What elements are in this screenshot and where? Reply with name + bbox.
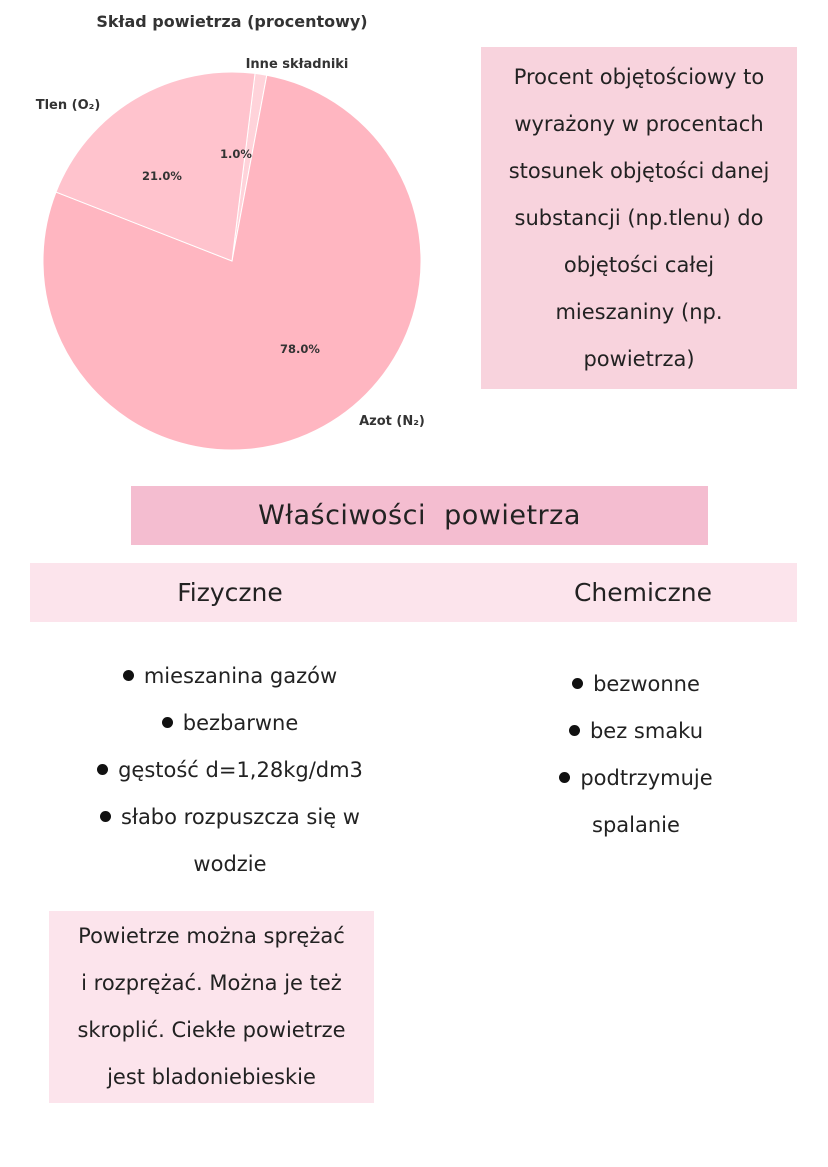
bullet-icon bbox=[569, 725, 580, 736]
bullet-icon bbox=[559, 772, 570, 783]
list-item-text: słabo rozpuszcza się w bbox=[121, 805, 360, 829]
chart-title: Skład powietrza (procentowy) bbox=[96, 12, 368, 31]
list-item-text: wodzie bbox=[193, 852, 267, 876]
definition-line: substancji (np.tlenu) do bbox=[514, 205, 764, 230]
list-item-text: podtrzymuje bbox=[580, 766, 713, 790]
definition-line: mieszaniny (np. bbox=[555, 299, 723, 324]
list-item-text: gęstość d=1,28kg/dm3 bbox=[118, 758, 363, 782]
pie-category-label: Inne składniki bbox=[245, 57, 349, 72]
list-item bbox=[60, 747, 400, 794]
bullet-icon bbox=[97, 764, 108, 775]
definition-line: powietrza) bbox=[583, 346, 695, 371]
definition-box bbox=[481, 47, 797, 389]
pie-chart bbox=[0, 40, 464, 450]
list-item-text: mieszanina gazów bbox=[143, 664, 338, 688]
chemical-properties-heading: Chemiczne bbox=[573, 578, 713, 607]
pie-value-label: 1.0% bbox=[220, 147, 252, 161]
note-box bbox=[49, 911, 374, 1103]
definition-line: wyrażony w procentach bbox=[514, 111, 764, 136]
physical-properties-heading: Fizyczne bbox=[177, 578, 283, 607]
physical-properties-list bbox=[60, 653, 400, 888]
note-line: skroplić. Ciekłe powietrze bbox=[77, 1018, 346, 1042]
pie-value-label: 21.0% bbox=[142, 169, 182, 183]
list-item-text: bez smaku bbox=[589, 719, 704, 743]
list-item bbox=[60, 700, 400, 747]
note-text bbox=[77, 913, 345, 1101]
pie-category-label: Tlen (O₂) bbox=[35, 98, 101, 113]
pie-category-label: Azot (N₂) bbox=[359, 414, 425, 429]
properties-banner bbox=[131, 486, 708, 545]
columns-header bbox=[30, 563, 797, 622]
note-line: i rozprężać. Można je też bbox=[81, 971, 342, 995]
bullet-icon bbox=[123, 670, 134, 681]
properties-title: Właściwości powietrza bbox=[258, 500, 581, 531]
list-item bbox=[496, 708, 776, 755]
list-item bbox=[60, 653, 400, 700]
list-item-text: bezbarwne bbox=[182, 711, 299, 735]
definition-text bbox=[509, 54, 770, 383]
definition-line: Procent objętościowy to bbox=[513, 64, 765, 89]
definition-line: objętości całej bbox=[563, 252, 715, 277]
note-line: Powietrze można sprężać bbox=[78, 924, 345, 948]
list-item bbox=[496, 755, 776, 802]
note-line: jest bladoniebieskie bbox=[107, 1065, 316, 1089]
list-item-continuation bbox=[496, 802, 776, 849]
bullet-icon bbox=[162, 717, 173, 728]
definition-line: stosunek objętości danej bbox=[508, 158, 770, 183]
bullet-icon bbox=[100, 811, 111, 822]
bullet-icon bbox=[572, 678, 583, 689]
list-item-text: spalanie bbox=[592, 813, 680, 837]
pie-value-label: 78.0% bbox=[280, 342, 320, 356]
list-item-text: bezwonne bbox=[593, 672, 700, 696]
list-item-continuation bbox=[60, 841, 400, 888]
chemical-properties-list bbox=[496, 661, 776, 849]
list-item bbox=[60, 794, 400, 841]
list-item bbox=[496, 661, 776, 708]
